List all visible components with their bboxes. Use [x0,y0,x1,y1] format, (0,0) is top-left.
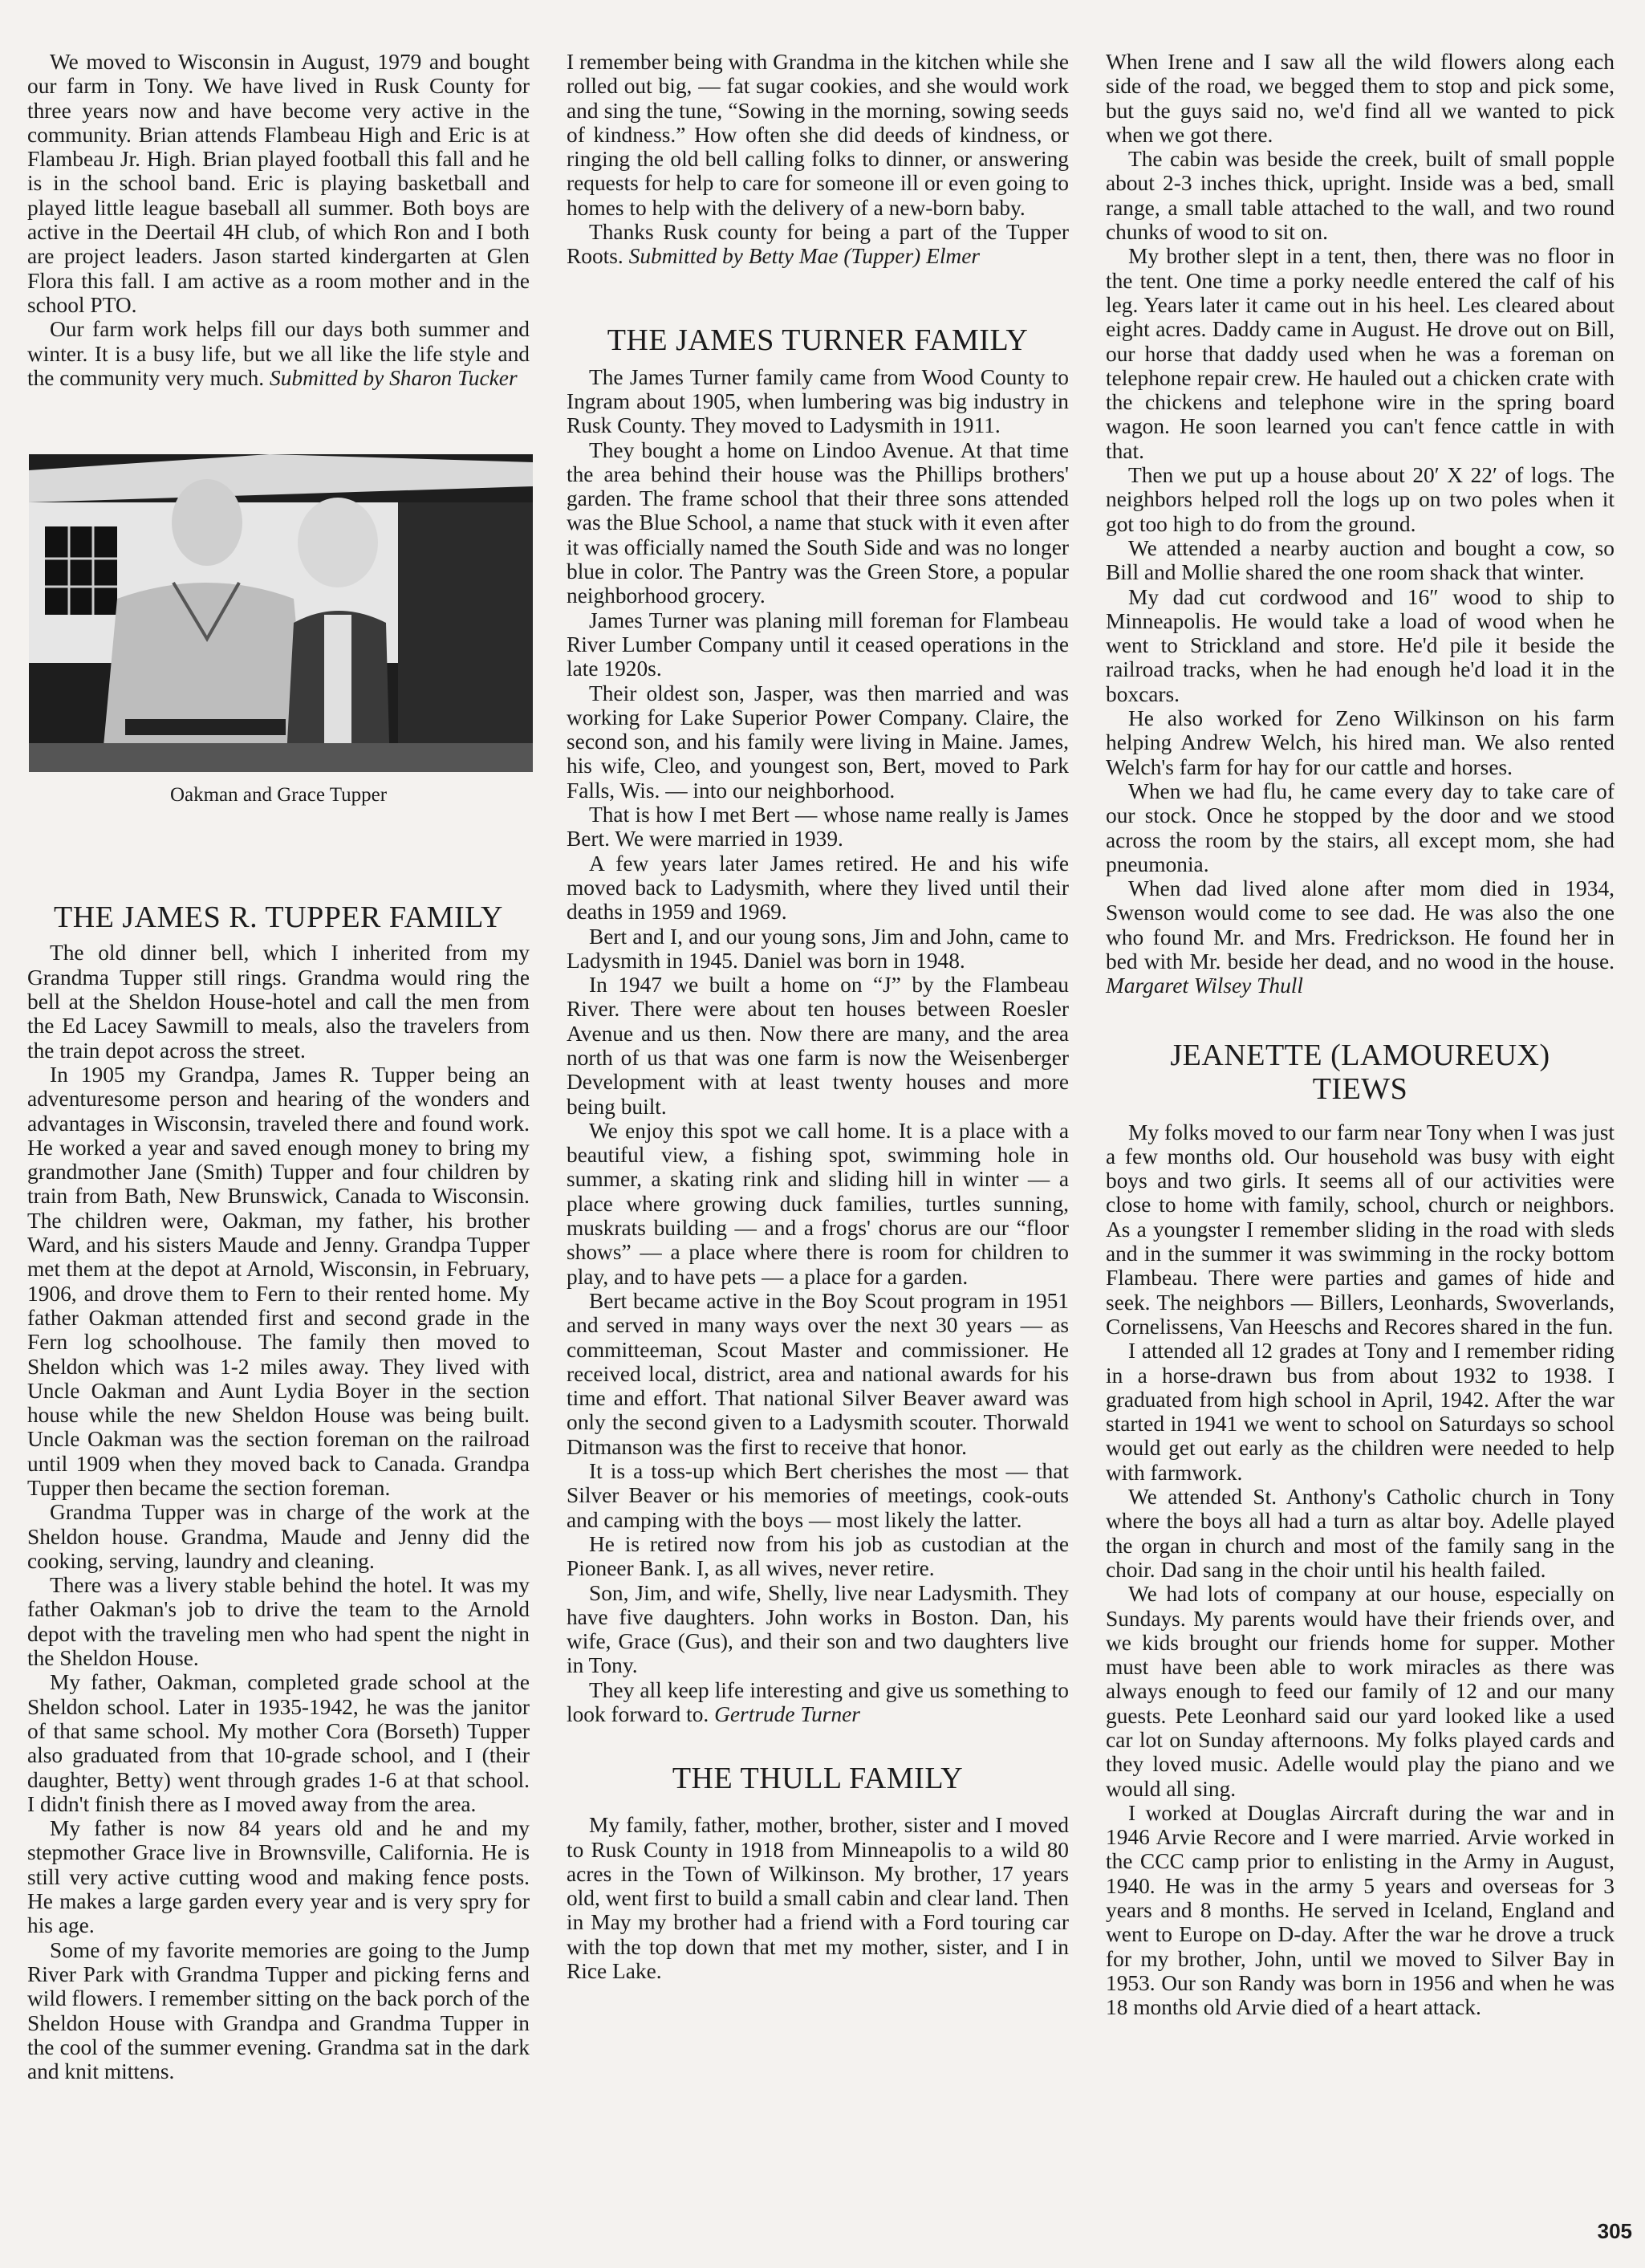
paragraph: I worked at Douglas Aircraft during the war and in 1946 Arvie Recore and I were married. Arvie worked in the CCC camp prior to enlisting in the Army in August, 1940. He was in the army 5 years and overseas for 3 years and 8 months. He served in Iceland, England and went to Europe on D-day. After the war he drove a truck for my brother, John, until we moved to Silver Bay in 1953. Our son Randy was born in 1956 and when he was 18 months old Arvie died of a heart attack. [1106,1800,1615,2020]
paragraph: That is how I met Bert — whose name really is James Bert. We were married in 1939. [567,803,1069,852]
paragraph: A few years later James retired. He and his wife moved back to Ladysmith, where they lived until their deaths in 1959 and 1969. [567,851,1069,925]
paragraph: The James Turner family came from Wood County to Ingram about 1905, when lumbering was big industry in Rusk County. They moved to Ladysmith in 1911. [567,364,1069,438]
signature: Submitted by Sharon Tucker [270,365,518,390]
section-title-turner: THE JAMES TURNER FAMILY [607,323,1029,357]
paragraph: My folks moved to our farm near Tony when I was just a few months old. Our household was busy with eight boys and two girls. It seems all of our activities were close to home with family, school, church or neighbors. As a youngster I remember sliding in the road with sleds and in the summer it was swimming in the rocky bottom Flambeau. There were parties and games of hide and seek. The neighbors — Billers, Leonhards, Swoverlands, Cornelissens, Van Heeschs and Recores shared in the fun. [1106,1120,1615,1339]
paragraph: I attended all 12 grades at Tony and I remember riding in a horse-drawn bus from about 1932 to 1938. I graduated from high school in April, 1942. After the war started in 1941 we went to school on Saturdays so school would get out early as the children were needed to help with farmwork. [1106,1339,1615,1485]
tupper-article [27,941,530,2083]
thull-article [567,1813,1069,1983]
paragraph: Then we put up a house about 20′ X 22′ of logs. The neighbors helped roll the logs up on two poles when it got too high to do from the ground. [1106,463,1615,536]
title-line-2: TIEWS [1312,1071,1408,1106]
paragraph: When Irene and I saw all the wild flowers along each side of the road, we begged them to stop and pick some, but the guys said no, we'd find all we wanted to pick when we got there. [1106,50,1615,147]
paragraph: They bought a home on Lindoo Avenue. At that time the area behind their house was the Phillips brothers' garden. The frame school that their three sons attended was the Blue School, a name that stuck with it even after it was officially named the South Side and was no longer blue in color. The Pantry was the Green Store, a popular neighborhood grocery. [567,437,1069,608]
paragraph: Our farm work helps fill our days both summer and winter. It is a busy life, but we all like the life style and the community very much. Submitted by Sharon Tucker [27,317,530,390]
paragraph: We had lots of company at our house, especially on Sundays. My parents would have their friends over, and we kids brought our friends home for supper. Mother must have been able to work miracles as there was always enough to feed our family of 12 and our many guests. Pete Leonhard said our yard looked like a used car lot on Sunday afternoons. My folks played cards and they loved music. Adelle would play the piano and we would all sing. [1106,1582,1615,1801]
photo-image [29,454,533,772]
paragraph: It is a toss-up which Bert cherishes the most — that Silver Beaver or his memories of meetings, cook-outs and camping with the boys — most likely the latter. [567,1459,1069,1532]
tucker-article [27,50,530,390]
paragraph: Thanks Rusk county for being a part of the Tupper Roots. Submitted by Betty Mae (Tupper) Elmer [567,220,1069,269]
tiews-article [1106,1120,1615,2020]
paragraph: Son, Jim, and wife, Shelly, live near Ladysmith. They have five daughters. John works in Boston. Dan, his wife, Grace (Gus), and their son and two daughters live in Tony. [567,1580,1069,1678]
paragraph: We attended a nearby auction and bought a cow, so Bill and Mollie shared the one room shack that winter. [1106,535,1615,585]
paragraph: In 1947 we built a home on “J” by the Flambeau River. There were about ten houses between Roesler Avenue and us then. Now there are many, and the area north of us that was one farm is now the Weisenberger Development with at least twenty houses and more being built. [567,973,1069,1119]
paragraph: My father is now 84 years old and he and my stepmother Grace live in Brownsville, California. He is still very active cutting wood and making fence posts. He makes a large garden every year and is very spry for his age. [27,1816,530,1938]
title-line-1: JEANETTE (LAMOUREUX) [1170,1038,1550,1072]
photo-oakman-and-grace-tupper [29,454,533,772]
tupper-article-continued [567,50,1069,269]
paragraph: Grandma Tupper was in charge of the work at the Sheldon house. Grandma, Maude and Jenny did the cooking, serving, laundry and cleaning. [27,1500,530,1573]
page-number: 305 [1597,2219,1632,2243]
section-title-tupper: THE JAMES R. TUPPER FAMILY [54,900,503,935]
paragraph: In 1905 my Grandpa, James R. Tupper being an adventuresome person and hearing of the wonders and advantages in Wisconsin, traveled there and found work. He worked a year and saved enough money to bring my grandmother Jane (Smith) Tupper and four children by train from Bath, New Brunswick, Canada to Wisconsin. The children were, Oakman, my father, his brother Ward, and his sisters Maude and Jenny. Grandpa Tupper met them at the depot at Arnold, Wisconsin, in February, 1906, and drove them to Fern to their rented home. My father Oakman attended first and second grade in the Fern log schoolhouse. The family then moved to Sheldon which was 1-2 miles away. They lived with Uncle Oakman and Aunt Lydia Boyer in the section house while the new Sheldon House was being built. Uncle Oakman was the section foreman on the railroad until 1909 when they moved back to Canada. Grandpa Tupper then became the section foreman. [27,1062,530,1500]
column-3 [1106,50,1615,2020]
paragraph: My father, Oakman, completed grade school at the Sheldon school. Later in 1935-1942, he was the janitor of that same school. My mother Cora (Borseth) Tupper also graduated from that 10-grade school, and I (their daughter, Betty) went through grades 1-6 at that school. I didn't finish there as I moved away from the area. [27,1670,530,1816]
paragraph: My family, father, mother, brother, sister and I moved to Rusk County in 1918 from Minneapolis to a wild 80 acres in the Town of Wilkinson. My brother, 17 years old, went first to build a small cabin and clear land. Then in May my brother had a friend with a Ford touring car with the top down that met my mother, sister, and I in Rice Lake. [567,1813,1069,1984]
paragraph: We attended St. Anthony's Catholic church in Tony where the boys all had a turn as altar boy. Adelle played the organ in church and most of the family sang in the choir. Dad sang in the choir until his health failed. [1106,1485,1615,1582]
paragraph: We moved to Wisconsin in August, 1979 and bought our farm in Tony. We have lived in Rusk County for three years now and have become very active in the community. Brian attends Flambeau High and Eric is at Flambeau Jr. High. Brian played football this fall and he is in the school band. Eric is playing basketball and played little league baseball all summer. Both boys are active in the Deertail 4H club, of which Ron and I both are project leaders. Jason started kindergarten at Glen Flora this fall. I am active as a room mother and in the school PTO. [27,50,530,317]
paragraph: We enjoy this spot we call home. It is a place with a beautiful view, a fishing spot, swimming hole in summer, a skating rink and sliding hill in winter — a place where growing duck families, turtles sunning, muskrats building — and a frogs' chorus are our “floor shows” — a place where there is room for children to play, and to have pets — a place for a garden. [567,1118,1069,1289]
signature: Gertrude Turner [714,1702,860,1726]
section-title-tiews [1106,1038,1615,1106]
paragraph: James Turner was planing mill foreman for Flambeau River Lumber Company until it ceased operations in the late 1920s. [567,608,1069,681]
turner-article [567,365,1069,1727]
paragraph: Bert became active in the Boy Scout program in 1951 and served in many ways over the next 30 years — as committeeman, Scout Master and commissioner. He received local, district, area and national awards for his time and effort. That national Silver Beaver award was only the second given to a Ladysmith scouter. Thorwald Ditmanson was the first to receive that honor. [567,1288,1069,1459]
paragraph: Some of my favorite memories are going to the Jump River Park with Grandma Tupper and picking ferns and wild flowers. I remember sitting on the back porch of the Sheldon House with Grandpa and Grandma Tupper in the cool of the summer evening. Grandma sat in the dark and knit mittens. [27,1937,530,2084]
paragraph: The cabin was beside the creek, built of small popple about 2-3 inches thick, upright. Inside was a bed, small range, a small table attached to the wall, and two round chunks of wood to sit on. [1106,147,1615,245]
signature: Margaret Wilsey Thull [1106,973,1303,998]
paragraph: The old dinner bell, which I inherited from my Grandma Tupper still rings. Grandma would ring the bell at the Sheldon House-hotel and call the men from the Ed Lacey Sawmill to meals, also the travelers from the train depot across the street. [27,941,530,1063]
thull-article-continued [1106,50,1615,998]
paragraph: My brother slept in a tent, then, there was no floor in the tent. One time a porky needle entered the calf of his leg. Years later it came out in his heel. Les cleared about eight acres. Daddy came in August. He drove out on Bill, our horse that daddy used when he was a foreman on telephone repair crew. He hauled out a chicken crate with the chickens and telephone wire in the spring board wagon. He soon learned you can't fence cattle in with that. [1106,244,1615,463]
section-title-thull: THE THULL FAMILY [672,1762,964,1796]
column-2 [567,50,1069,1983]
paragraph: Their oldest son, Jasper, was then married and was working for Lake Superior Power Company. Claire, the second son, and his family were living in Maine. James, his wife, Cleo, and youngest son, Bert, moved to Park Falls, Wis. — into our neighborhood. [567,681,1069,803]
photo-caption: Oakman and Grace Tupper [169,784,388,807]
paragraph: I remember being with Grandma in the kitchen while she rolled out big, — fat sugar cookies, and she would work and sing the tune, “Sowing in the morning, sowing seeds of kindness.” How often she did deeds of kindness, or ringing the old bell calling folks to dinner, or answering requests for help to care for someone ill or even going to homes to help with the delivery of a new-born baby. [567,50,1069,220]
paragraph: Bert and I, and our young sons, Jim and John, came to Ladysmith in 1945. Daniel was born in 1948. [567,924,1069,973]
signature: Submitted by Betty Mae (Tupper) Elmer [628,244,981,269]
paragraph: When we had flu, he came every day to take care of our stock. Once he stopped by the door and we stood across the room by the stairs, all except mom, she had pneumonia. [1106,778,1615,876]
paragraph: He also worked for Zeno Wilkinson on his farm helping Andrew Welch, his hired man. We also rented Welch's farm for hay for our cattle and horses. [1106,706,1615,779]
paragraph: They all keep life interesting and give us something to look forward to. Gertrude Turner [567,1677,1069,1726]
paragraph: When dad lived alone after mom died in 1934, Swenson would come to see dad. He was also the one who found Mr. and Mrs. Fredrickson. He found her in bed with Mr. beside her dead, and no wood in the house. Margaret Wilsey Thull [1106,876,1615,998]
paragraph: He is retired now from his job as custodian at the Pioneer Bank. I, as all wives, never retire. [567,1531,1069,1581]
column-1 [27,50,530,2083]
paragraph: There was a livery stable behind the hotel. It was my father Oakman's job to drive the team to the Arnold depot with the traveling men who had spent the night in the Sheldon House. [27,1573,530,1671]
paragraph: My dad cut cordwood and 16″ wood to ship to Minneapolis. He would take a load of wood when he went to Strickland and store. He'd pile it beside the railroad tracks, when he had enough he'd load it in the boxcars. [1106,584,1615,706]
